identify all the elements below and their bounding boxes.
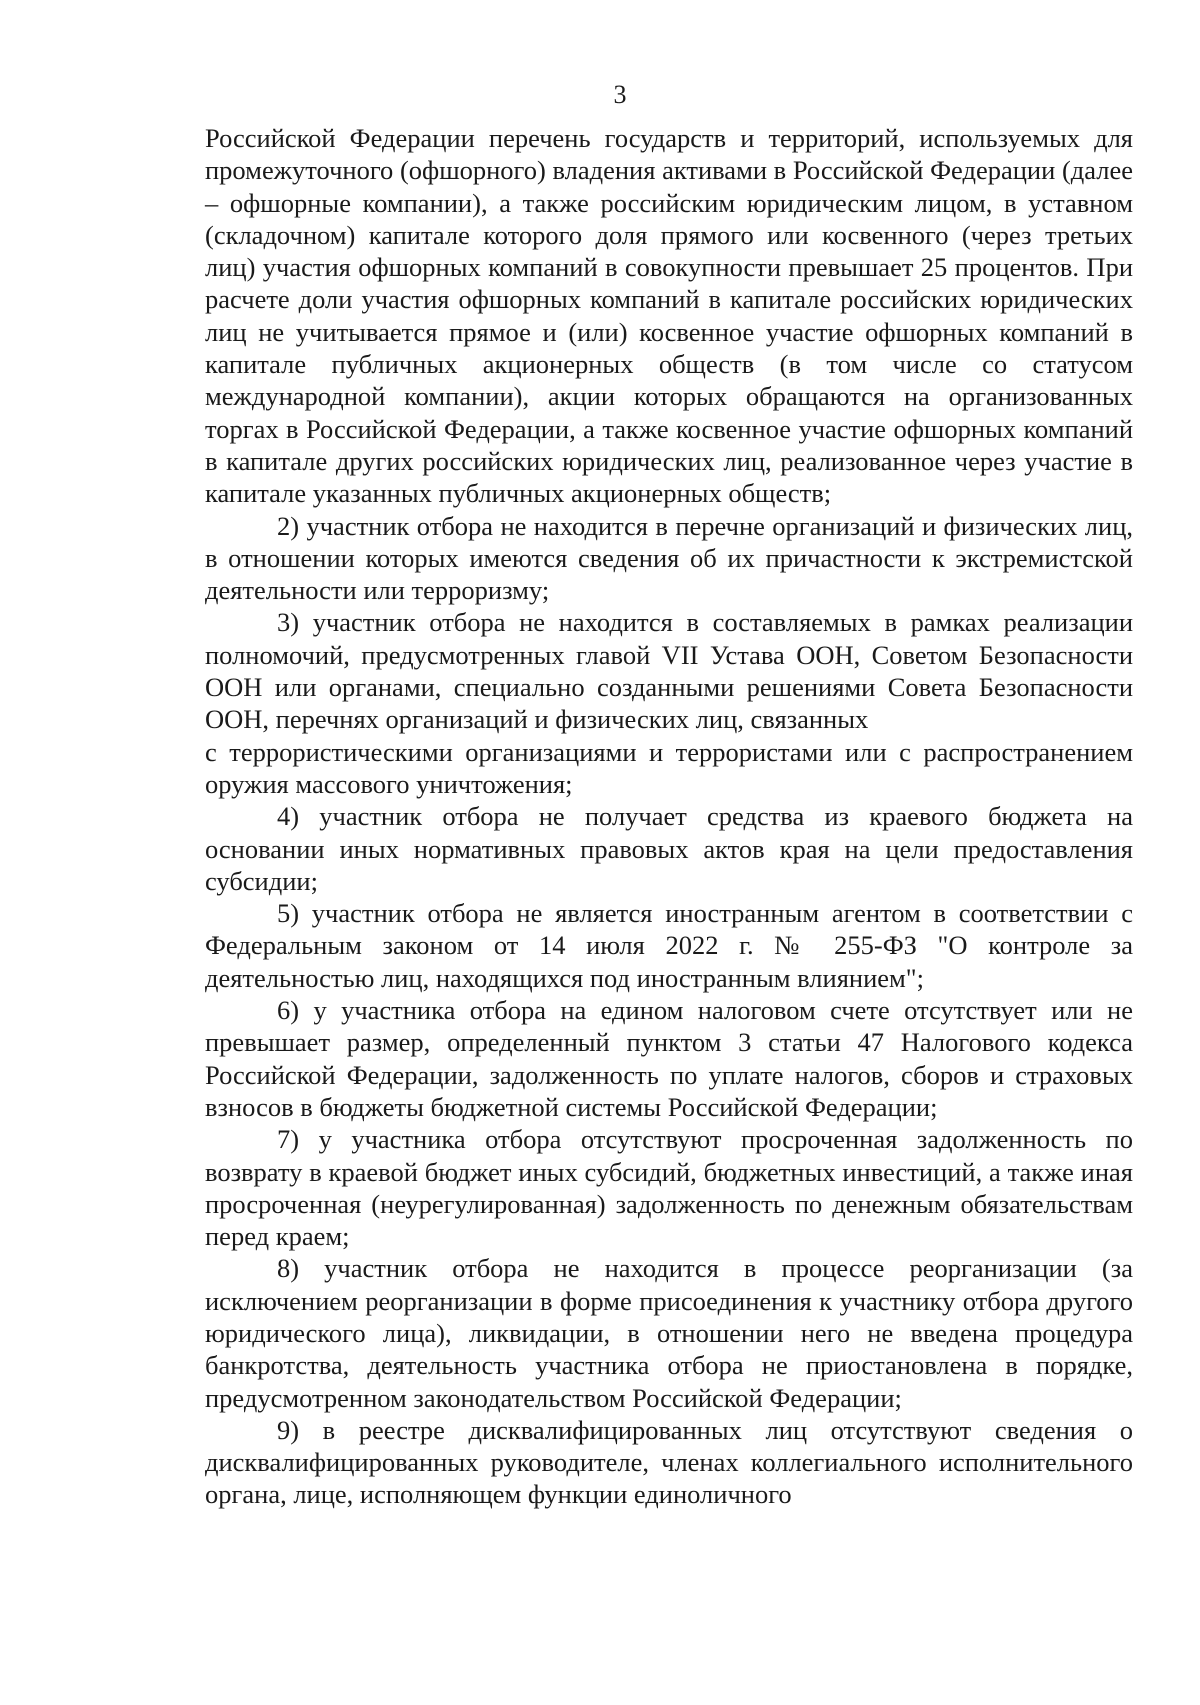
paragraph-item-2: 2) участник отбора не находится в перечне организаций и физических лиц, в отношении которых имеются сведения об их причастности к экстремистской деятельности или терроризму; (205, 510, 1133, 606)
paragraph-item-7: 7) у участника отбора отсутствуют просроченная задолженность по возврату в краевой бюджет иных субсидий, бюджетных инвестиций, а также иная просроченная (неурегулированная) задолженность по денежным обязательствам перед краем; (205, 1124, 1133, 1252)
paragraph-item-3-continuation: с террористическими организациями и террористами или с распространением оружия массового уничтожения; (205, 736, 1133, 799)
paragraph-item-8: 8) участник отбора не находится в процессе реорганизации (за исключением реорганизации в форме присоединения к участнику отбора другого юридического лица), ликвидации, в отношении него не введена процедура банкротства, деятельность участника отбора не приостановлена в порядке, предусмотренном законодательством Российской Федерации; (205, 1253, 1133, 1413)
paragraph-item-5: 5) участник отбора не является иностранным агентом в соответствии с Федеральным законом от 14 июля 2022 г. № 255-ФЗ "О контроле за деятельностью лиц, находящихся под иностранным влиянием"; (205, 898, 1133, 993)
paragraph-item-3: 3) участник отбора не находится в составляемых в рамках реализации полномочий, предусмотренных главой VII Устава ООН, Советом Безопасности ООН или органами, специально созданными решениями Совета Безопасности ООН, перечнях организаций и физических лиц, связанных (205, 607, 1133, 735)
paragraph-offshore-continuation: Российской Федерации перечень государств и территорий, используемых для промежуточного (офшорного) владения активами в Российской Федерации (далее – офшорные компании), а также российским юридическим лицом, в уставном (складочном) капитале которого доля прямого или косвенного (через третьих лиц) участия офшорных компаний в совокупности превышает 25 процентов. При расчете доли участия офшорных компаний в капитале российских юридических лиц не учитывается прямое и (или) косвенное участие офшорных компаний в капитале публичных акционерных обществ (в том числе со статусом международной компании), акции которых обращаются на организованных торгах в Российской Федерации, а также косвенное участие офшорных компаний в капитале других российских юридических лиц, реализованное через участие в капитале указанных публичных акционерных обществ; (205, 123, 1133, 509)
document-body (205, 122, 1133, 1511)
paragraph-item-6: 6) у участника отбора на едином налоговом счете отсутствует или не превышает размер, определенный пунктом 3 статьи 47 Налогового кодекса Российской Федерации, задолженность по уплате налогов, сборов и страховых взносов в бюджеты бюджетной системы Российской Федерации; (205, 995, 1133, 1122)
paragraph-item-9: 9) в реестре дисквалифицированных лиц отсутствуют сведения о дисквалифицированных руководителе, членах коллегиального исполнительного органа, лице, исполняющем функции единоличного (205, 1414, 1133, 1510)
page-number: 3 (613, 80, 627, 109)
paragraph-item-4: 4) участник отбора не получает средства из краевого бюджета на основании иных нормативных правовых актов края на цели предоставления субсидии; (205, 801, 1133, 896)
